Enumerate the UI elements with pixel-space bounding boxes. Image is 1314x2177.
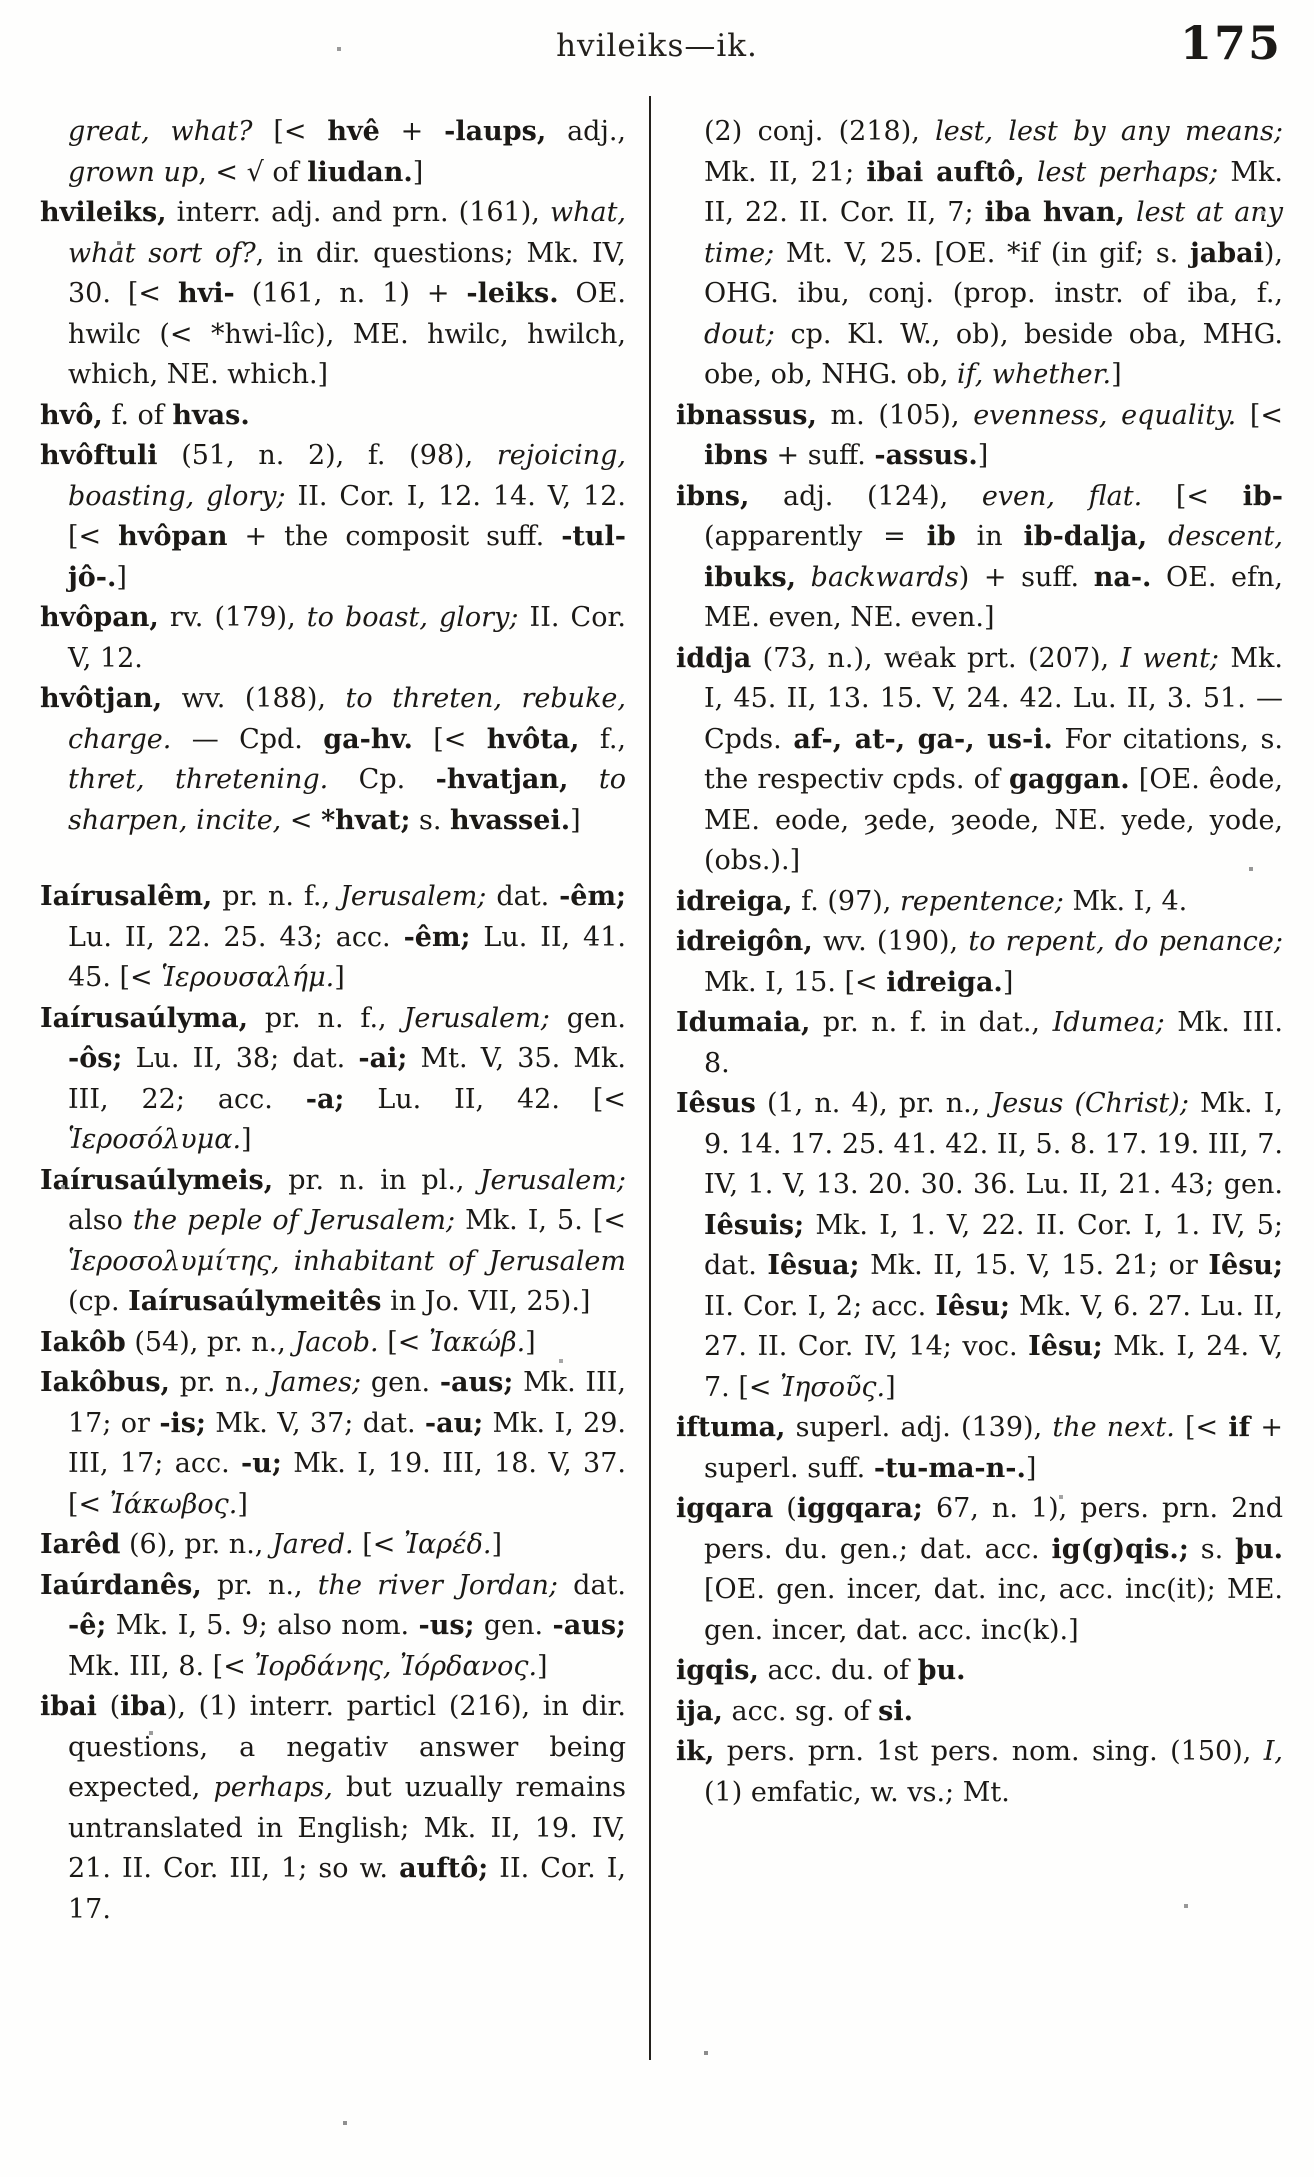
greek-etymon: Ἰάκωβος. xyxy=(109,1488,238,1520)
entry-text: pr. n., xyxy=(201,1569,318,1601)
gothic-form: *hvat; xyxy=(321,804,411,836)
entry-text: OE. hwilc (< *hwi-lîc), ME. hwilc, hwilch, which, NE. which.] xyxy=(68,278,626,390)
entry-text: < xyxy=(281,804,322,836)
left-column xyxy=(40,112,626,1930)
entry-text xyxy=(1025,157,1037,188)
entry-text: Mk. I, 4. xyxy=(1063,885,1188,917)
gloss-italic: I, xyxy=(1263,1736,1283,1767)
entry-text: Mk. I, 15. [< xyxy=(704,966,887,998)
gothic-form: si. xyxy=(878,1695,914,1727)
entry-text: dat. xyxy=(486,881,560,912)
gothic-form: Iakôb xyxy=(40,1326,126,1358)
gothic-form: idreiga. xyxy=(886,966,1003,998)
entry-continuation xyxy=(40,112,626,193)
entry-text: ( xyxy=(96,1691,121,1722)
gothic-form: ibai xyxy=(40,1691,97,1722)
gloss-italic: evenness, equality. xyxy=(973,399,1237,431)
gothic-form: -a; xyxy=(305,1083,345,1115)
gloss-italic: Jerusalem; xyxy=(340,881,487,912)
gothic-form: hvôftuli xyxy=(40,440,158,471)
gothic-form: þu. xyxy=(917,1655,966,1686)
gothic-form: ibuks, xyxy=(704,561,797,593)
entry-text: s. xyxy=(410,804,451,836)
greek-etymon: Ἰακώβ. xyxy=(428,1326,526,1358)
entry-text: Lu. II, 38; dat. xyxy=(122,1043,359,1074)
gothic-form: ga-hv. xyxy=(323,723,413,755)
entry-text: f. (97), xyxy=(792,885,900,917)
dictionary-entry xyxy=(676,1692,1283,1733)
entry-text: wv. (188), xyxy=(162,683,346,714)
gothic-form: jabai xyxy=(1189,237,1264,269)
entry-text: Lu. II, 41. 45. [< xyxy=(68,921,626,993)
gothic-form: -us; xyxy=(418,1610,475,1641)
gothic-form: -aus; xyxy=(552,1610,627,1641)
entry-text: ( xyxy=(773,1493,797,1524)
entry-text: Mk. I, 24. V, 7. [< xyxy=(704,1331,1283,1403)
dictionary-entry xyxy=(676,1003,1283,1084)
gloss-italic: Jerusalem; xyxy=(479,1164,626,1196)
gothic-form: -ai; xyxy=(358,1043,408,1074)
entry-text: — Cpd. xyxy=(171,723,324,755)
gothic-form: auftô; xyxy=(399,1853,489,1884)
gothic-form: igqara xyxy=(676,1493,774,1524)
gothic-form: -is; xyxy=(159,1407,206,1439)
greek-etymon: Ἱεροσόλυμα. xyxy=(68,1124,242,1155)
gothic-form: idreigôn, xyxy=(676,926,813,957)
entry-text: ] xyxy=(1002,966,1014,998)
gothic-form: ibnassus, xyxy=(676,399,817,431)
entry-text: , < √ of xyxy=(198,156,308,188)
page-number: 175 xyxy=(1179,16,1282,70)
gothic-form: -ê; xyxy=(68,1610,107,1641)
entry-text: (2) conj. (218), xyxy=(704,116,936,147)
gloss-italic: Jacob. xyxy=(294,1326,379,1358)
entry-text xyxy=(1125,197,1136,228)
gothic-form: -ôs; xyxy=(68,1043,123,1074)
entry-text: gen. xyxy=(361,1367,440,1398)
dictionary-entry xyxy=(40,1525,626,1566)
gothic-form: hvôpan, xyxy=(40,602,159,633)
entry-text: pr. n. f., xyxy=(247,1002,404,1034)
entry-text: also xyxy=(68,1205,133,1236)
dictionary-entry xyxy=(40,1687,626,1930)
gloss-italic: Idumea; xyxy=(1052,1007,1165,1038)
dictionary-entry xyxy=(40,1363,626,1525)
gothic-form: -leiks. xyxy=(466,278,559,309)
gothic-form: -laups, xyxy=(444,116,547,147)
gothic-form: ib-dalja, xyxy=(1023,521,1148,552)
gothic-form: Iêsu; xyxy=(935,1290,1010,1322)
entry-text xyxy=(568,764,598,795)
entry-text: gen. xyxy=(474,1610,553,1641)
dictionary-entry xyxy=(40,598,626,679)
gloss-italic: dout; xyxy=(704,318,775,350)
right-column xyxy=(676,112,1283,1930)
dictionary-entry xyxy=(40,396,626,437)
dictionary-entry xyxy=(40,1161,626,1323)
entry-text: [OE. gen. incer, dat. inc, acc. inc(it); ME. gen. incer, dat. acc. inc(k).] xyxy=(704,1574,1283,1646)
dictionary-entry xyxy=(676,1732,1283,1813)
entry-text: wv. (190), xyxy=(812,926,969,957)
gothic-form: ibns xyxy=(704,440,768,471)
gothic-form: liudan. xyxy=(307,156,413,188)
gothic-form: af-, at-, ga-, us-i. xyxy=(793,723,1053,755)
running-head: hvileiks—ik. xyxy=(556,28,758,64)
entry-text: ] xyxy=(570,804,581,836)
entry-text: (6), pr. n., xyxy=(120,1529,272,1560)
gloss-italic: descent, xyxy=(1167,521,1283,552)
entry-text: superl. adj. (139), xyxy=(785,1412,1053,1443)
entry-text: (54), pr. n., xyxy=(125,1326,295,1358)
entry-text: II. Cor. I, 17. xyxy=(68,1853,626,1925)
scan-specks xyxy=(0,0,2,2)
gothic-form: Iêsu; xyxy=(1208,1250,1283,1281)
entry-text: Lu. II, 22. 25. 43; acc. xyxy=(68,921,404,953)
entry-text: ] xyxy=(885,1371,896,1403)
gothic-form: ibai auftô, xyxy=(866,156,1025,188)
entry-text: (1) emfatic, w. vs.; Mt. xyxy=(704,1776,1010,1808)
gothic-form: gaggan. xyxy=(1009,764,1130,795)
gothic-form: iddja xyxy=(676,642,752,674)
gloss-italic: if, whether. xyxy=(957,359,1112,390)
entry-text: in xyxy=(955,521,1024,552)
entry-text: Mk. I, 5. [< xyxy=(455,1205,626,1236)
gothic-form: -hvatjan, xyxy=(435,764,569,795)
gothic-form: hvôtjan, xyxy=(40,683,163,714)
entry-text: interr. adj. and prn. (161), xyxy=(166,197,550,228)
entry-text: ] xyxy=(977,440,989,471)
gloss-italic: the next. xyxy=(1052,1412,1175,1443)
gothic-form: Iaúrdanês, xyxy=(40,1569,202,1601)
gothic-form: ib- xyxy=(1242,480,1283,512)
gothic-form: -u; xyxy=(241,1448,282,1479)
entry-text: ), OHG. ibu, conj. (prop. instr. of iba, f., xyxy=(704,237,1283,309)
entry-text: (51, n. 2), f. (98), xyxy=(157,440,497,471)
gloss-italic: to repent, do penance; xyxy=(968,926,1283,957)
gothic-form: igqis, xyxy=(676,1655,759,1686)
dictionary-entry xyxy=(40,1566,626,1688)
entry-text: ] xyxy=(537,1650,548,1682)
entry-text: f. of xyxy=(102,399,173,431)
dictionary-entry xyxy=(676,1084,1283,1408)
gothic-form: Iêsus xyxy=(676,1088,756,1119)
entry-text: (cp. xyxy=(68,1286,129,1317)
entry-text: II. Cor. I, 12. 14. V, 12. [< xyxy=(68,480,626,552)
entry-text: in Jo. VII, 25).] xyxy=(381,1286,591,1317)
entry-text: Lu. II, 42. [< xyxy=(344,1083,627,1115)
entry-text: Mk. II, 22. II. Cor. II, 7; xyxy=(704,156,1283,228)
gloss-italic: lest at any time; xyxy=(704,197,1284,269)
entry-text: Mk. I, 9. 14. 17. 25. 41. 42. II, 5. 8. 17. 19. III, 7. IV, 1. V, 13. 20. 30. 36. Lu. II, 21. 43; gen. xyxy=(704,1088,1283,1200)
entry-text: ] xyxy=(237,1488,248,1520)
gothic-form: ija, xyxy=(676,1695,723,1727)
entry-text: ), (1) interr. particl (216), in dir. questions, a negativ answer being expected, xyxy=(68,1691,626,1803)
entry-text: dat. xyxy=(557,1569,626,1601)
gothic-form: iba xyxy=(120,1691,167,1722)
gloss-italic: great, what? xyxy=(68,116,253,147)
gloss-italic: repentence; xyxy=(899,885,1064,917)
dictionary-entry xyxy=(676,882,1283,923)
entry-text: acc. du. of xyxy=(758,1655,918,1686)
dictionary-entry xyxy=(676,1408,1283,1489)
greek-etymon: Ἱεροσολυμίτης, xyxy=(68,1245,280,1277)
gothic-form: if xyxy=(1228,1412,1251,1443)
gothic-form: ib xyxy=(926,521,956,552)
gothic-form: idreiga, xyxy=(676,885,793,917)
greek-etymon: Ἰορδάνης, Ἰόρδανος. xyxy=(254,1650,538,1682)
gothic-form: hvas. xyxy=(172,399,250,431)
entry-text: , in dir. questions; Mk. IV, 30. [< xyxy=(68,237,626,309)
entry-text: ] xyxy=(116,561,127,593)
entry-text: ) + suff. xyxy=(958,561,1094,593)
entry-text: (apparently = xyxy=(704,521,927,552)
gloss-italic: perhaps, xyxy=(213,1772,333,1803)
entry-text: [< xyxy=(252,116,328,147)
gothic-form: -au; xyxy=(424,1407,484,1439)
entry-text: Mk. I, 19. III, 18. V, 37. [< xyxy=(68,1448,626,1520)
dictionary-entry xyxy=(40,999,626,1161)
gloss-italic: even, flat. xyxy=(981,480,1143,512)
dictionary-entry xyxy=(676,1489,1283,1651)
entry-text xyxy=(796,562,811,593)
gothic-form: Iaírusaúlyma, xyxy=(40,1002,248,1034)
dictionary-entry xyxy=(676,922,1283,1003)
gothic-form: hvassei. xyxy=(450,804,571,836)
gothic-form: iba hvan, xyxy=(984,197,1125,228)
entry-text: (161, n. 1) + xyxy=(234,278,467,309)
entry-text: Mk. III. 8. xyxy=(704,1007,1283,1079)
dictionary-entry xyxy=(40,193,626,396)
gothic-form: -assus. xyxy=(874,440,978,471)
entry-continuation xyxy=(676,112,1283,396)
entry-text: Mk. I, 1. V, 22. II. Cor. I, 1. IV, 5; dat. xyxy=(704,1209,1283,1281)
entry-text: ] xyxy=(241,1124,252,1155)
entry-text: [< xyxy=(378,1326,429,1358)
gloss-italic: James; xyxy=(269,1367,362,1398)
gothic-form: ik, xyxy=(676,1736,715,1767)
greek-etymon: Ἰαρέδ. xyxy=(403,1529,492,1560)
gloss-italic: the peple of Jerusalem; xyxy=(132,1205,456,1236)
entry-text: Mt. V, 35. Mk. III, 22; acc. xyxy=(68,1043,626,1115)
entry-text: ] xyxy=(1111,359,1122,390)
gloss-italic: grown up xyxy=(68,156,199,188)
gothic-form: Iakôbus, xyxy=(40,1367,170,1398)
gloss-italic: Jerusalem; xyxy=(403,1002,550,1034)
entry-text: Mt. V, 25. [OE. *if (in gif; s. xyxy=(774,237,1190,269)
gloss-italic: backwards xyxy=(810,561,959,593)
page-header xyxy=(0,14,1314,84)
gothic-form: -êm; xyxy=(403,921,471,953)
gothic-form: Iaírusaúlymeis, xyxy=(40,1164,274,1196)
entry-text: ] xyxy=(491,1529,503,1560)
dictionary-entry xyxy=(40,679,626,841)
entry-text: 67, n. 1), pers. prn. 2nd pers. du. gen.; dat. acc. xyxy=(704,1493,1283,1565)
entry-text: [< xyxy=(1236,399,1283,431)
entry-text: Mk. V, 6. 27. Lu. II, 27. II. Cor. IV, 14; voc. xyxy=(704,1290,1283,1362)
entry-text: pr. n. f., xyxy=(212,881,341,912)
entry-text xyxy=(280,1246,294,1277)
entry-text: + suff. xyxy=(767,440,875,471)
gothic-form: -êm; xyxy=(559,881,626,912)
gloss-italic: thret, thretening. xyxy=(68,764,329,795)
entry-text: f., xyxy=(579,723,627,755)
gloss-italic: lest, lest by any means; xyxy=(935,116,1283,147)
gothic-form: hvôpan xyxy=(118,521,228,552)
gothic-form: -aus; xyxy=(439,1367,514,1398)
entry-text: pr. n., xyxy=(169,1367,270,1398)
entry-text: Mk. III, 17; or xyxy=(68,1367,626,1439)
gothic-form: Iarêd xyxy=(40,1529,121,1560)
entry-text: Mk. I, 29. III, 17; acc. xyxy=(68,1407,627,1479)
entry-text: [< xyxy=(1142,480,1243,512)
gothic-form: ibns, xyxy=(676,480,750,512)
entry-text: + superl. suff. xyxy=(704,1412,1283,1484)
entry-text: Mk. II, 15. V, 15. 21; or xyxy=(859,1250,1209,1281)
entry-text: Mk. I, 5. 9; also nom. xyxy=(106,1610,419,1641)
dictionary-entry xyxy=(40,1323,626,1364)
dictionary-entry xyxy=(676,396,1283,477)
entry-text: Mk. I, 45. II, 13. 15. V, 24. 42. Lu. II, 3. 51. — Cpds. xyxy=(704,642,1283,755)
entry-text: [< xyxy=(353,1529,404,1560)
entry-text: but uzually remains untranslated in English; Mk. II, 19. IV, 21. II. Cor. III, 1; so w. xyxy=(68,1772,626,1884)
gothic-form: -tul-jô-. xyxy=(68,521,626,593)
gothic-form: Iêsuis; xyxy=(704,1209,805,1241)
entry-text: ] xyxy=(1025,1452,1037,1484)
entry-text: [< xyxy=(412,723,487,755)
gloss-italic: to sharpen, incite, xyxy=(68,764,626,836)
gothic-form: Idumaia, xyxy=(676,1007,811,1038)
dictionary-entry xyxy=(676,639,1283,882)
gloss-italic: Jared. xyxy=(271,1529,354,1560)
gothic-form: hvileiks, xyxy=(40,197,167,228)
text-block xyxy=(40,112,1283,1930)
entry-text: pr. n. f. in dat., xyxy=(810,1007,1053,1038)
gloss-italic: lest perhaps; xyxy=(1036,156,1219,188)
entry-text: ] xyxy=(334,962,345,993)
entry-text: acc. sg. of xyxy=(722,1695,879,1727)
entry-text: Mk. III, 8. [< xyxy=(68,1650,255,1682)
entry-text: Mk. V, 37; dat. xyxy=(205,1407,425,1439)
gothic-form: na-. xyxy=(1093,561,1152,593)
gothic-form: þu. xyxy=(1235,1533,1284,1565)
entry-text: gen. xyxy=(549,1002,626,1034)
gloss-italic: to threten, rebuke, charge. xyxy=(68,683,626,755)
gloss-italic: Jesus (Christ); xyxy=(991,1088,1189,1119)
greek-etymon: Ἱερουσαλήμ. xyxy=(161,962,335,993)
entry-text xyxy=(1147,521,1168,552)
gothic-form: iggqara; xyxy=(796,1493,923,1524)
gothic-form: hvê xyxy=(327,116,380,147)
entry-text: Cp. xyxy=(328,764,436,795)
gloss-italic: inhabitant of Jerusalem xyxy=(293,1245,626,1277)
entry-text: rv. (179), xyxy=(158,602,307,633)
gothic-form: iftuma, xyxy=(676,1412,786,1443)
entry-text: OE. efn, ME. even, NE. even.] xyxy=(704,561,1283,633)
gothic-form: Iaírusaúlymeitês xyxy=(128,1286,382,1317)
entry-text: II. Cor. V, 12. xyxy=(68,602,626,674)
gothic-form: Iêsu; xyxy=(1028,1331,1103,1362)
entry-text: + the composit suff. xyxy=(227,521,562,552)
dictionary-entry xyxy=(40,436,626,598)
entry-text: II. Cor. I, 2; acc. xyxy=(704,1290,936,1322)
gloss-italic: the river Jordan; xyxy=(317,1569,558,1601)
entry-text: [OE. êode, ME. eode, ȝede, ȝeode, NE. yede, yode, (obs.).] xyxy=(704,764,1283,876)
gloss-italic: what, what sort of? xyxy=(68,197,626,269)
entry-text: (1, n. 4), pr. n., xyxy=(755,1088,992,1119)
entry-text: ] xyxy=(525,1326,536,1358)
gloss-italic: to boast, glory; xyxy=(306,602,519,633)
entry-text: m. (105), xyxy=(816,399,974,431)
entry-text: adj., xyxy=(546,116,626,147)
entry-text: [< xyxy=(1174,1412,1229,1443)
gothic-form: hvôta, xyxy=(486,723,580,755)
entry-text: ] xyxy=(412,156,424,188)
entry-text: For citations, s. the respectiv cpds. of xyxy=(704,723,1283,795)
gothic-form: ig(g)qis.; xyxy=(1051,1533,1189,1565)
greek-etymon: Ἰησοῦς. xyxy=(780,1371,886,1403)
entry-text: pr. n. in pl., xyxy=(273,1164,480,1196)
gloss-italic: I went; xyxy=(1120,642,1220,674)
entry-text: s. xyxy=(1188,1533,1236,1565)
gothic-form: Iêsua; xyxy=(767,1250,860,1281)
gothic-form: hvi- xyxy=(177,278,235,309)
dictionary-entry xyxy=(676,477,1283,639)
entry-text: + xyxy=(379,116,445,147)
entry-text: adj. (124), xyxy=(749,480,982,512)
entry-text: Mk. II, 21; xyxy=(704,156,867,188)
gloss-italic: rejoicing, boasting, glory; xyxy=(68,440,626,512)
dictionary-entry xyxy=(676,1651,1283,1692)
gothic-form: hvô, xyxy=(40,399,103,431)
gothic-form: -tu-ma-n-. xyxy=(873,1452,1026,1484)
entry-text: (73, n.), weak prt. (207), xyxy=(751,642,1121,674)
entry-text: cp. Kl. W., ob), beside oba, MHG. obe, ob, NHG. ob, xyxy=(704,318,1283,390)
entry-text: pers. prn. 1st pers. nom. sing. (150), xyxy=(714,1736,1264,1767)
gothic-form: Iaírusalêm, xyxy=(40,881,213,912)
dictionary-entry xyxy=(40,877,626,999)
